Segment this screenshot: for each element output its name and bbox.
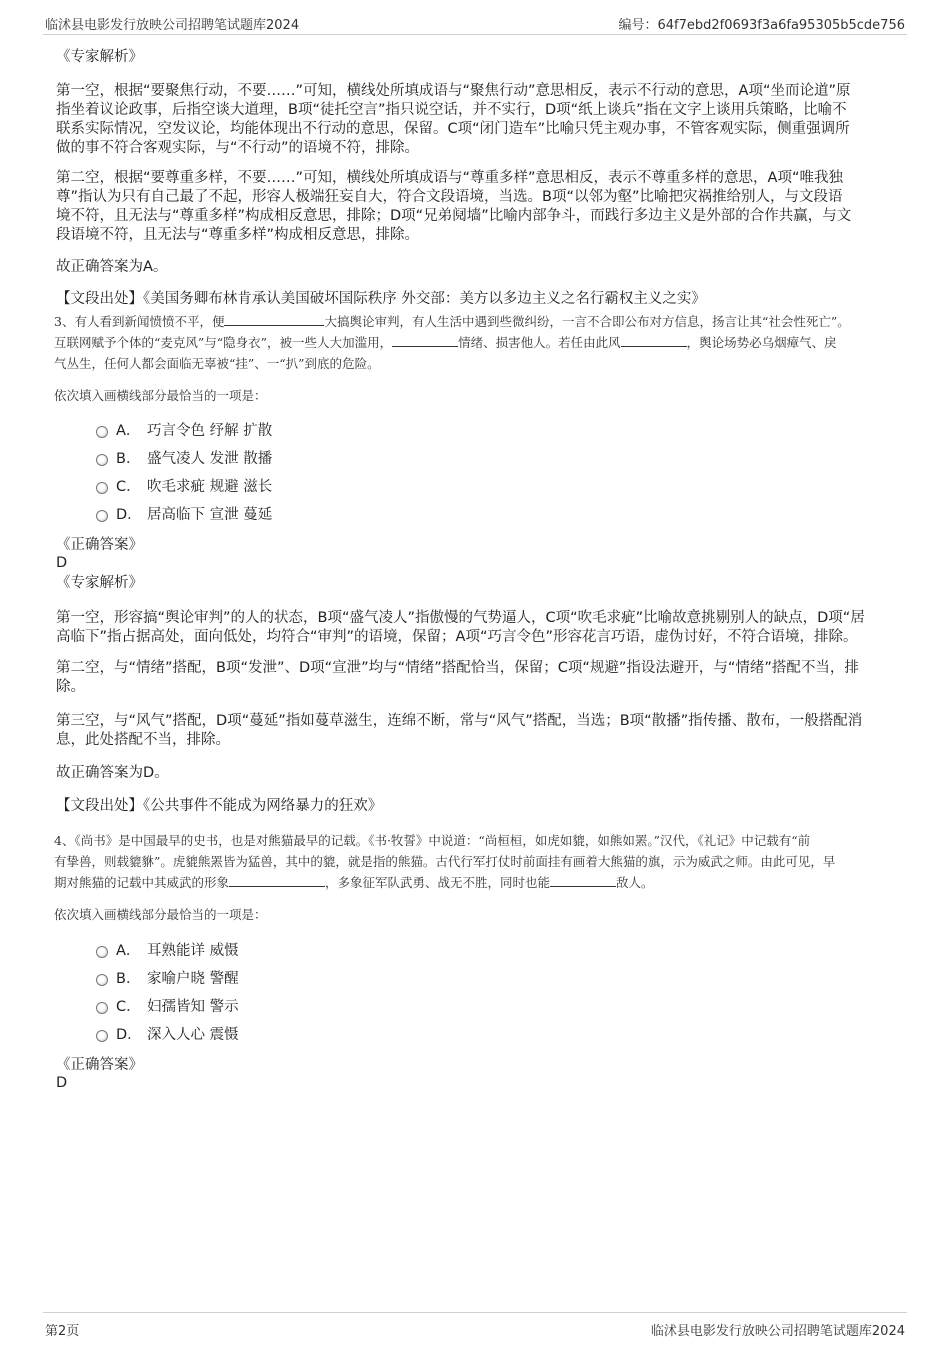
q3-stem-line-3: 气丛生，任何人都会面临无辜被“挂”、一“扒”到底的危险。 (54, 356, 380, 371)
q3-stem-line-1: 3、有人看到新闻愤愤不平，便 大搞舆论审判，有人生活中遇到些微纠纷，一言不合即公布对方信息，扬言让其“社会性死亡”。 (54, 314, 850, 329)
header-title: 临沭县电影发行放映公司招聘笔试题库2024 (45, 18, 300, 33)
page-header (43, 10, 907, 35)
q3-analysis-label: 《专家解析》 (56, 575, 143, 591)
q3-answer-label: 《正确答案》 (56, 537, 143, 553)
q3-analysis-p2 (56, 659, 892, 697)
radio-button-icon[interactable] (96, 974, 108, 986)
q4-stem-line-2: 有挚兽，则载貔貅”。虎貔熊罴皆为猛兽，其中的貔，就是指的熊猫。古代行军打仗时前面挂有画着大熊猫的旗，示为威武之师。由此可见，早 (54, 854, 836, 869)
radio-button-icon[interactable] (96, 1002, 108, 1014)
paragraph-line: 除。 (56, 679, 85, 695)
paragraph-line: 第一空，根据“要聚焦行动，不要……”可知，横线处所填成语与“聚焦行动”意思相反，表示不行动的意思，A项“坐而论道”原 (56, 83, 851, 99)
radio-button-icon[interactable] (96, 1030, 108, 1042)
q4-prompt: 依次填入画横线部分最恰当的一项是： (54, 907, 267, 922)
radio-button-icon[interactable] (96, 426, 108, 438)
q3-prompt: 依次填入画横线部分最恰当的一项是： (54, 388, 267, 403)
q3-conclusion: 故正确答案为D。 (56, 765, 169, 781)
q3-stem-line-2: 互联网赋予个体的“麦克风”与“隐身衣”，被一些人大加滥用， 情绪、损害他人。若任由此风 ，舆论场势必乌烟瘴气、戾 (54, 335, 837, 350)
paragraph-line: 做的事不符合客观实际，与“不行动”的语境不符，排除。 (56, 140, 420, 156)
fill-blank (550, 874, 616, 887)
radio-button-icon[interactable] (96, 946, 108, 958)
q4-stem-line-3: 期对熊猫的记载中其威武的形象 ，多象征军队武勇、战无不胜，同时也能 敌人。 (54, 875, 654, 890)
radio-button-icon[interactable] (96, 510, 108, 522)
paragraph-line: 第二空，根据“要尊重多样，不要……”可知，横线处所填成语与“尊重多样”意思相反，表示不尊重多样的意思，A项“唯我独 (56, 170, 843, 186)
paragraph-line: 第二空，与“情绪”搭配，B项“发泄”、D项“宣泄”均与“情绪”搭配恰当，保留；C项“规避”指设法避开，与“情绪”搭配不当，排 (56, 660, 859, 676)
paragraph-line: 第一空，形容搞“舆论审判”的人的状态，B项“盛气凌人”指傲慢的气势逼人，C项“吹毛求疵”比喻故意挑剔别人的缺点，D项“居 (56, 610, 865, 626)
q3-stem (54, 311, 890, 374)
paragraph-line: 高临下”指占据高处，面向低处，均符合“审判”的语境，保留；A项“巧言令色”形容花言巧语，虚伪讨好，不符合语境，排除。 (56, 629, 858, 645)
q4-answer-label: 《正确答案》 (56, 1057, 143, 1073)
q3-analysis-p3 (56, 712, 892, 750)
fill-blank (621, 334, 687, 347)
fill-blank (224, 313, 324, 326)
radio-button-icon[interactable] (96, 482, 108, 494)
page-footer (43, 1312, 907, 1341)
paragraph-line: 指坐着议论政事，后指空谈大道理，B项“徒托空言”指只说空话，并不实行，D项“纸上谈兵”指在文字上谈用兵策略，比喻不 (56, 102, 847, 118)
q2-analysis-p1 (56, 82, 892, 158)
q3-answer-value: D (56, 555, 68, 571)
paragraph-line: 息，此处搭配不当，排除。 (56, 732, 230, 748)
q2-source: 【文段出处】《美国务卿布林肯承认美国破坏国际秩序 外交部：美方以多边主义之名行霸权主义之实》 (56, 291, 706, 307)
paragraph-line: 第三空，与“风气”搭配，D项“蔓延”指如蔓草滋生，连绵不断，常与“风气”搭配，当选；B项“散播”指传播、散布，一般搭配消 (56, 713, 863, 729)
q3-source: 【文段出处】《公共事件不能成为网络暴力的狂欢》 (56, 798, 383, 814)
header-doc-id: 编号：64f7ebd2f0693f3a6fa95305b5cde756 (618, 18, 905, 33)
paragraph-line: 尊”指认为只有自己最了不起，形容人极端狂妄自大，符合文段语境，当选。B项“以邻为壑”比喻把灾祸推给别人，与文段语 (56, 189, 843, 205)
q4-answer-value: D (56, 1075, 68, 1091)
paragraph-line: 段语境不符，且无法与“尊重多样”构成相反意思，排除。 (56, 227, 420, 243)
fill-blank (392, 334, 458, 347)
paragraph-line: 境不符，且无法与“尊重多样”构成相反意思，排除；D项“兄弟阋墙”比喻内部争斗，而践行多边主义是外部的合作共赢，与文 (56, 208, 852, 224)
q4-stem (54, 830, 890, 893)
fill-blank (229, 874, 325, 887)
q2-conclusion: 故正确答案为A。 (56, 259, 168, 275)
q2-analysis-label: 《专家解析》 (56, 49, 143, 65)
page-number: 第2页 (45, 1324, 80, 1339)
q2-analysis-p2 (56, 169, 892, 245)
radio-button-icon[interactable] (96, 454, 108, 466)
q3-analysis-p1 (56, 609, 892, 647)
q4-stem-line-1: 4、《尚书》是中国最早的史书，也是对熊猫最早的记载。《书·牧誓》中说道：“尚桓桓，如虎如貔，如熊如罴。”汉代，《礼记》中记载有“前 (54, 833, 811, 848)
footer-title: 临沭县电影发行放映公司招聘笔试题库2024 (650, 1324, 905, 1339)
paragraph-line: 联系实际情况，空发议论，均能体现出不行动的意思，保留。C项“闭门造车”比喻只凭主观办事，不管客观实际，侧重强调所 (56, 121, 850, 137)
